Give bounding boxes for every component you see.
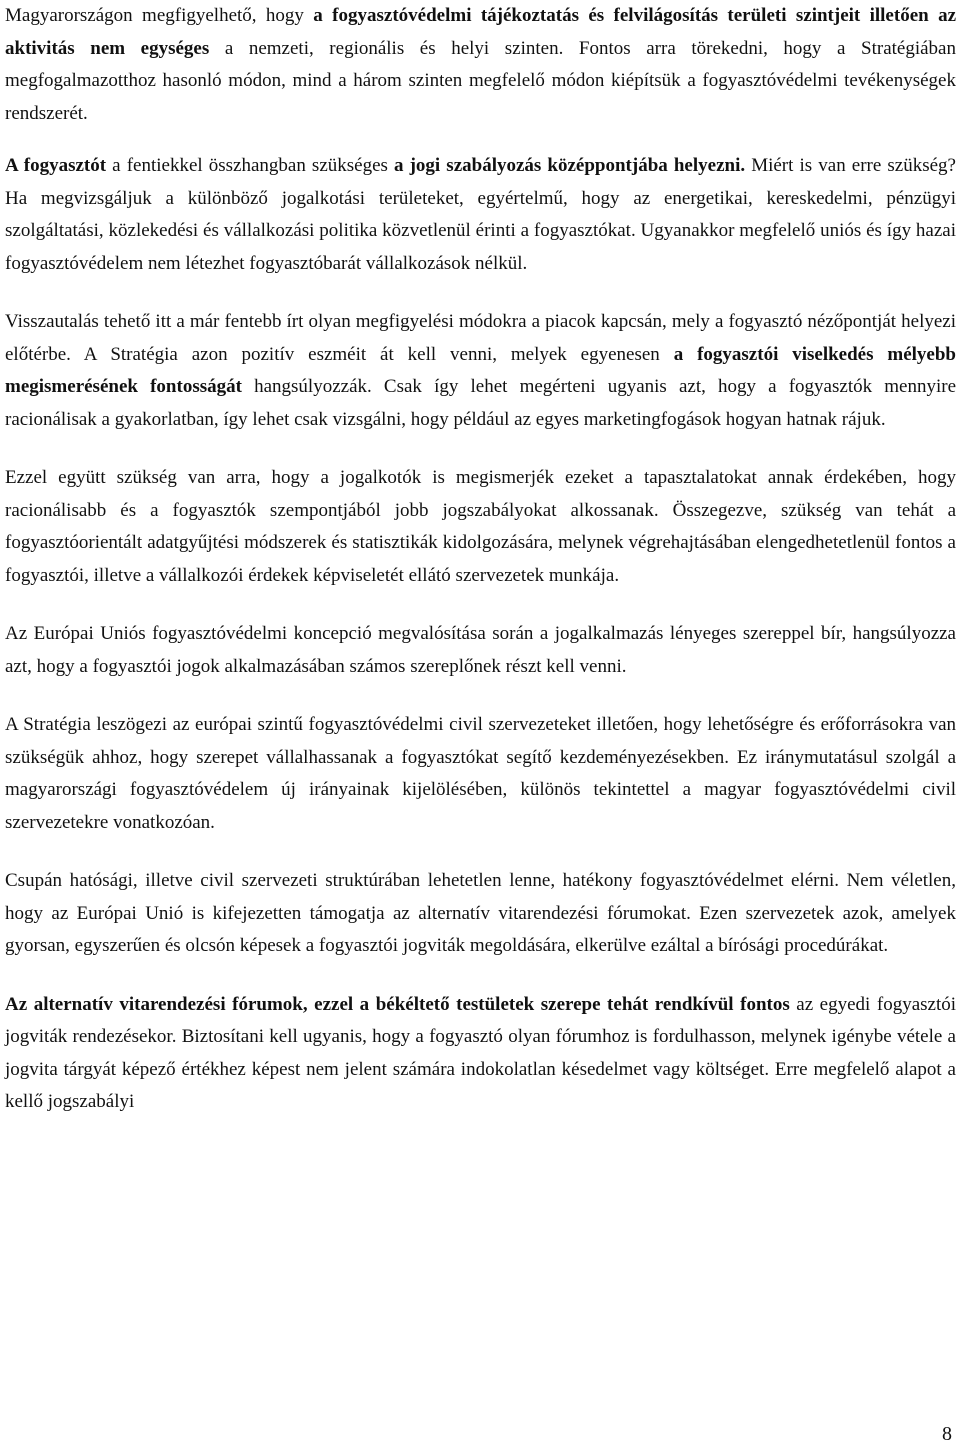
bold-text-run: Az alternatív vitarendezési fórumok, ezzel a békéltető testületek szerepe tehát rendkívül fontos <box>5 993 790 1015</box>
bold-text-run: a jogi szabályozás középpontjába helyezni. <box>394 155 746 176</box>
text-run: Visszautalás tehető itt a már fentebb írt olyan megfigyelési módokra a piacok kapcsán, mely a fogyasztó nézőpontját helyezi előtérbe. A Stratégia azon pozitív eszméit át kell venni, melyek egyenesen <box>5 311 956 365</box>
paragraph-eu-concept <box>5 618 956 683</box>
paragraph-conciliation-bodies <box>5 989 956 1119</box>
page-number: 8 <box>942 1423 952 1445</box>
document-body <box>5 0 956 1119</box>
text-run: a nemzeti, regionális és helyi szinten. Fontos arra törekedni, hogy a Stratégiában megfogalmazotthoz hasonló módon, mind a három szinten megfelelő módon kiépítsük a fogyasztóvédelmi tevékenységek rendszerét. <box>5 37 956 124</box>
paragraph-regional-levels <box>5 0 956 130</box>
paragraph-consumer-in-focus <box>5 150 956 280</box>
text-run: Ezzel együtt szükség van arra, hogy a jogalkotók is megismerjék ezeket a tapasztalatokat annak érdekében, hogy racionálisabb és a fogyasztók szempontjából jobb jogszabályokat alkossanak. Összegezve, szükség van tehát a fogyasztóorientált adatgyűjtési módszerek és statisztikák kidolgozására, melynek végrehajtásában elengedhetetlenül fontos a fogyasztói, illetve a vállalkozói érdekek képviseletét ellátó szervezetek munkája. <box>5 467 956 586</box>
text-run: hangsúlyozzák. Csak így lehet megérteni ugyanis azt, hogy a fogyasztók mennyire racionálisak a gyakorlatban, így lehet csak vizsgálni, hogy például az egyes marketingfogások hogyan hatnak rájuk. <box>5 376 957 430</box>
bold-text-run: a fogyasztói viselkedés mélyebb megismerésének fontosságát <box>5 343 956 397</box>
paragraph-legislators <box>5 462 956 592</box>
paragraph-consumer-behaviour <box>5 306 956 436</box>
text-run: Miért is van erre szükség? Ha megvizsgáljuk a különböző jogalkotási területeket, egyértelmű, hogy az energetikai, kereskedelmi, pénzügyi szolgáltatási, közlekedési és vállalkozási politika közvetlenül érinti a fogyasztókat. Ugyanakkor megfelelő uniós és így hazai fogyasztóvédelem nem létezhet fogyasztóbarát vállalkozások nélkül. <box>5 155 956 274</box>
bold-text-run: a fogyasztóvédelmi tájékoztatás és felvilágosítás területi szintjeit illetően az aktivitás nem egységes <box>5 5 957 59</box>
paragraph-civil-organisations <box>5 709 956 839</box>
text-run: az egyedi fogyasztói jogviták rendezésekor. Biztosítani kell ugyanis, hogy a fogyasztó olyan fórumhoz is fordulhasson, melynek igénybe vétele a jogvita tárgyát képező értékhez képest nem jelent számára indokolatlan késedelmet vagy költséget. Erre megfelelő alapot a kellő jogszabályi <box>5 993 957 1112</box>
text-run: Csupán hatósági, illetve civil szervezeti struktúrában lehetetlen lenne, hatékony fogyasztóvédelmet elérni. Nem véletlen, hogy az Európai Unió is kifejezetten támogatja az alternatív vitarendezési fórumokat. Ezen szervezetek azok, amelyek gyorsan, egyszerűen és olcsón képesek a fogyasztói jogviták megoldására, elkerülve ezáltal a bírósági procedúrákat. <box>5 870 956 956</box>
text-run: a fentiekkel összhangban szükséges <box>106 155 395 176</box>
text-run: Az Európai Uniós fogyasztóvédelmi koncepció megvalósítása során a jogalkalmazás lényeges szereppel bír, hangsúlyozza azt, hogy a fogyasztói jogok alkalmazásában számos szereplőnek részt kell venni. <box>5 623 956 677</box>
text-run: A Stratégia leszögezi az európai szintű fogyasztóvédelmi civil szervezeteket illetően, hogy lehetőségre és erőforrásokra van szükségük ahhoz, hogy szerepet vállalhassanak a fogyasztókat segítő kezdeményezésekben. Ez iránymutatásul szolgál a magyarországi fogyasztóvédelem új irányainak kijelölésében, különös tekintettel a magyar fogyasztóvédelmi civil szervezetekre vonatkozóan. <box>5 714 956 833</box>
bold-text-run: A fogyasztót <box>5 155 107 176</box>
paragraph-alternative-dispute <box>5 865 956 963</box>
text-run: Magyarországon megfigyelhető, hogy <box>5 5 314 26</box>
